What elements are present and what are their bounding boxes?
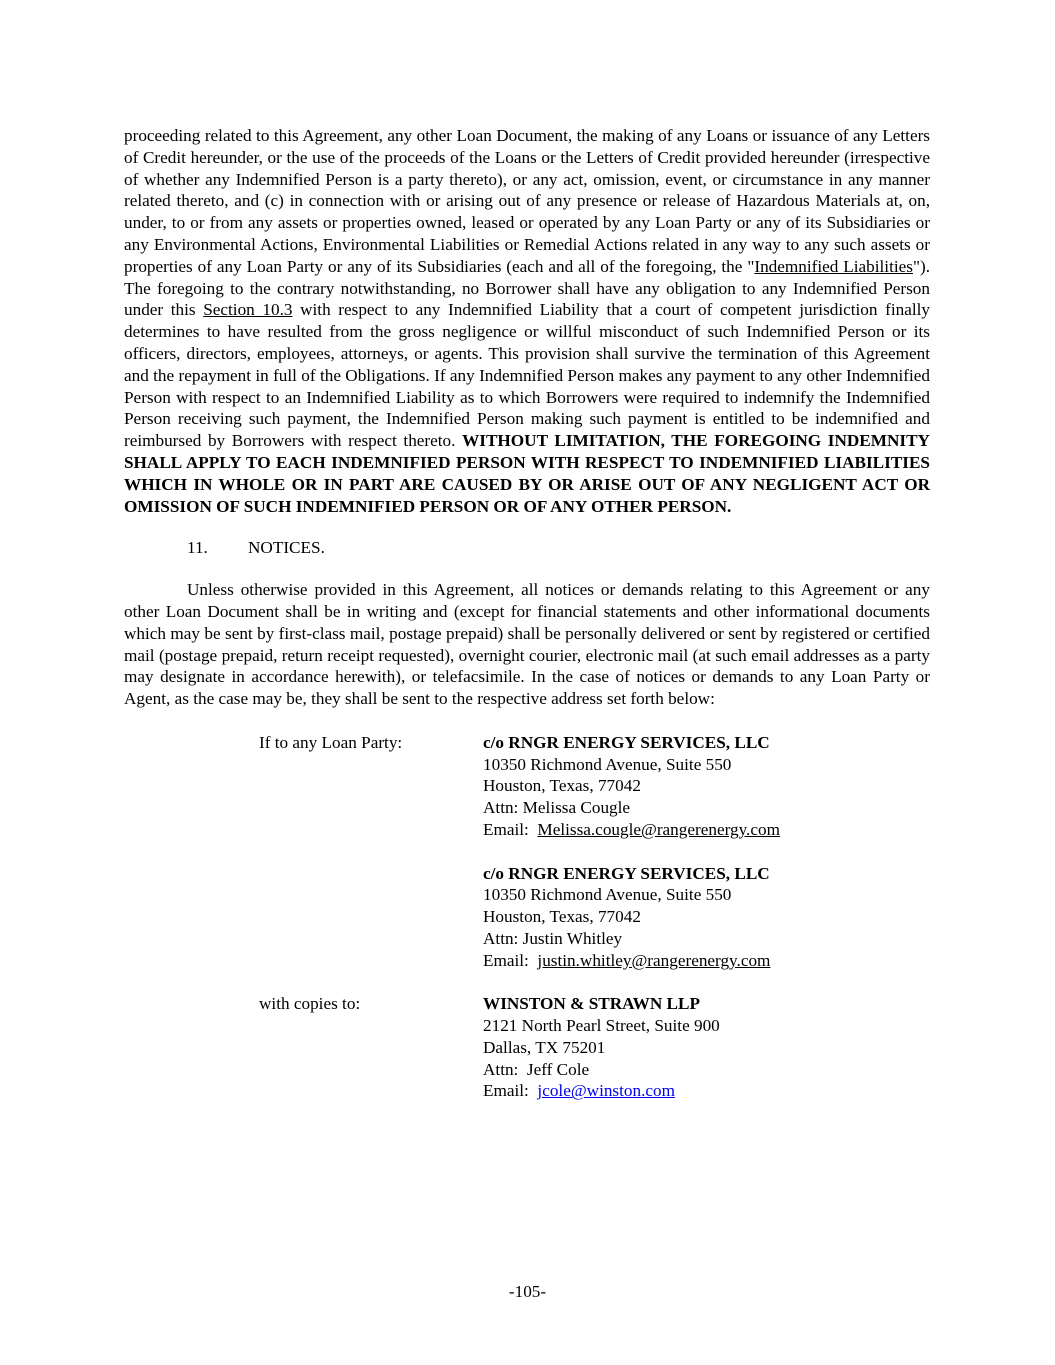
section-reference-link[interactable]: Section 10.3 (203, 300, 293, 320)
section-heading (124, 537, 930, 559)
email-prefix: Email: (483, 1081, 538, 1101)
copies-label: with copies to: (259, 994, 361, 1014)
address-city: Dallas, TX 75201 (483, 1037, 606, 1057)
copies-address (124, 993, 930, 1102)
address-block (124, 732, 930, 1103)
email-link[interactable]: justin.whitley@rangerenergy.com (537, 950, 771, 970)
indemnity-text-1: proceeding related to this Agreement, any other Loan Document, the making of any Loans or issuance of any Letters of Credit hereunder, or the use of the proceeds of the Loans or the Letters of Credit provided hereunder (irrespective of whether any Indemnified Person is a party thereto), or any act, omission, event, or circumstance in any manner related thereto, and (c) in connection with or arising out of any presence or release of Hazardous Materials at, on, under, to or from any assets or properties owned, leased or operated by any Loan Party or any of its Subsidiaries or any Environmental Actions, Environmental Liabilities or Remedial Actions related in any way to any such assets or properties of any Loan Party or any of its Subsidiaries (each and all of the foregoing, the " (124, 126, 930, 276)
address-email-line (483, 819, 930, 841)
address-city: Houston, Texas, 77042 (483, 907, 641, 927)
address-name: c/o RNGR ENERGY SERVICES, LLC (483, 863, 770, 883)
page-number: -105- (508, 1282, 547, 1301)
email-link[interactable]: Melissa.cougle@rangerenergy.com (537, 819, 780, 839)
section-title: NOTICES. (248, 538, 325, 558)
notices-paragraph: Unless otherwise provided in this Agreement, all notices or demands relating to this Agreement or any other Loan Document shall be in writing and (except for financial statements and other informational documents which may be sent by first-class mail, postage prepaid) shall be personally delivered or sent by registered or certified mail (postage prepaid, return receipt requested), overnight courier, electronic mail (at such email addresses as a party may designate in accordance herewith), or telefacsimile. In the case of notices or demands to any Loan Party or Agent, as the case may be, they shall be sent to the respective address set forth below: (124, 580, 930, 709)
address-attn: Attn: Justin Whitley (483, 928, 623, 948)
address-name: c/o RNGR ENERGY SERVICES, LLC (483, 732, 770, 752)
email-prefix: Email: (483, 950, 538, 970)
document-page (124, 125, 930, 1124)
address-name: WINSTON & STRAWN LLP (483, 994, 700, 1014)
loan-party-address-1 (124, 732, 930, 841)
indemnity-bold-clause: WITHOUT LIMITATION, THE FOREGOING INDEMNITY SHALL APPLY TO EACH INDEMNIFIED PERSON WITH RESPECT TO INDEMNIFIED LIABILITIES WHICH IN WHOLE OR IN PART ARE CAUSED BY OR ARISE OUT OF ANY NEGLIGENT ACT OR OMISSION OF SUCH INDEMNIFIED PERSON OR OF ANY OTHER PERSON. (124, 431, 930, 516)
address-attn: Attn: Jeff Cole (483, 1059, 590, 1079)
address-street: 10350 Richmond Avenue, Suite 550 (483, 754, 732, 774)
loan-party-address-2 (124, 863, 930, 972)
indemnified-liabilities-term: Indemnified Liabilities (754, 256, 913, 276)
address-attn: Attn: Melissa Cougle (483, 798, 631, 818)
email-link[interactable]: jcole@winston.com (537, 1081, 675, 1101)
indemnity-paragraph (124, 125, 930, 517)
indemnity-text-2: "). The foregoing to the contrary notwithstanding, no Borrower shall have any obligation to any Indemnified Person under this (124, 256, 930, 320)
address-street: 2121 North Pearl Street, Suite 900 (483, 1016, 720, 1036)
address-email-line (483, 950, 930, 972)
indemnity-text-3: with respect to any Indemnified Liability that a court of competent jurisdiction finally determines to have resulted from the gross negligence or willful misconduct of such Indemnified Person or its officers, directors, employees, attorneys, or agents. This provision shall survive the termination of this Agreement and the repayment in full of the Obligations. If any Indemnified Person makes any payment to any other Indemnified Person with respect to an Indemnified Liability as to which Borrowers were required to indemnify the Indemnified Person receiving such payment, the Indemnified Person making such payment is entitled to be indemnified and reimbursed by Borrowers with respect thereto. (124, 300, 930, 451)
address-email-line (483, 1080, 930, 1102)
loan-party-label: If to any Loan Party: (259, 732, 403, 752)
address-city: Houston, Texas, 77042 (483, 776, 641, 796)
address-street: 10350 Richmond Avenue, Suite 550 (483, 885, 732, 905)
email-prefix: Email: (483, 819, 538, 839)
section-number: 11. (187, 538, 208, 558)
